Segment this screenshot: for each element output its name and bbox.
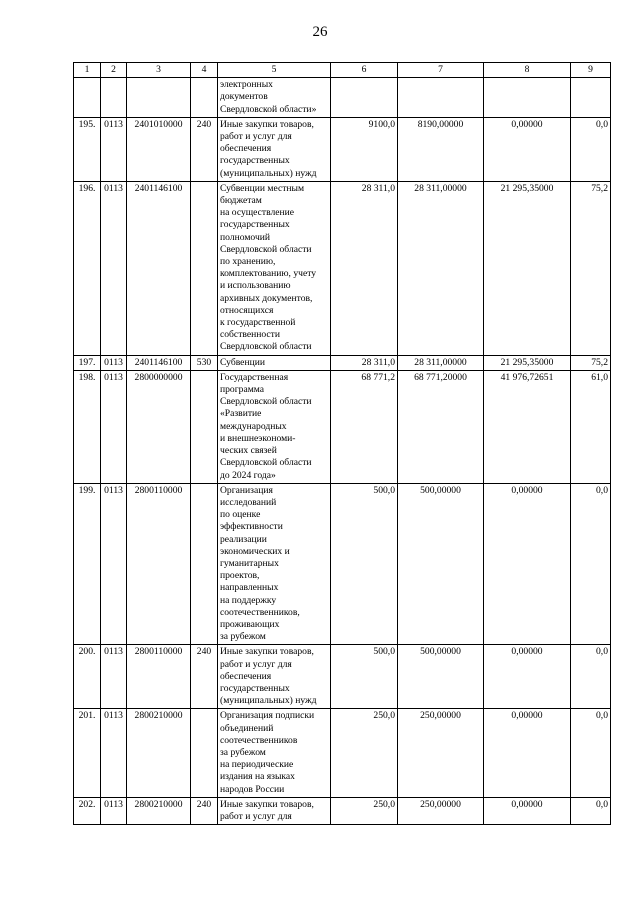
row-number: 195. (74, 117, 101, 181)
header-col-4: 4 (191, 63, 218, 78)
target-code (127, 78, 191, 118)
section-code: 0113 (101, 645, 127, 709)
row-number: 202. (74, 797, 101, 824)
expense-kind (191, 370, 218, 483)
expense-kind: 240 (191, 645, 218, 709)
plan-amount (331, 78, 398, 118)
plan-amount: 250,0 (331, 797, 398, 824)
expense-kind: 240 (191, 797, 218, 824)
execution-percent: 75,2 (571, 355, 611, 370)
item-name: Организация исследований по оценке эффективности реализации экономических и гуманитарных проектов, направленных на поддержку соотечественников, проживающих за рубежом (218, 483, 331, 645)
expense-kind (191, 709, 218, 797)
target-code: 2800110000 (127, 645, 191, 709)
item-name: Иные закупки товаров, работ и услуг для обеспечения государственных (муниципальных) нужд (218, 117, 331, 181)
table-row (74, 355, 611, 370)
execution-percent: 0,0 (571, 117, 611, 181)
target-code: 2401146100 (127, 181, 191, 355)
approved-amount: 250,00000 (398, 709, 484, 797)
budget-table (73, 62, 611, 825)
plan-amount: 28 311,0 (331, 355, 398, 370)
header-col-8: 8 (484, 63, 571, 78)
approved-amount: 28 311,00000 (398, 355, 484, 370)
header-col-1: 1 (74, 63, 101, 78)
header-col-6: 6 (331, 63, 398, 78)
approved-amount (398, 78, 484, 118)
execution-percent: 0,0 (571, 483, 611, 645)
plan-amount: 9100,0 (331, 117, 398, 181)
table-header (74, 63, 611, 78)
executed-amount: 0,00000 (484, 645, 571, 709)
item-name: Иные закупки товаров, работ и услуг для (218, 797, 331, 824)
row-number (74, 78, 101, 118)
table-row (74, 709, 611, 797)
execution-percent: 0,0 (571, 797, 611, 824)
item-name: Субвенции местным бюджетам на осуществление государственных полномочий Свердловской области по хранению, комплектованию, учету и использованию архивных документов, относящихся к государственной собственности Свердловской области (218, 181, 331, 355)
executed-amount: 0,00000 (484, 483, 571, 645)
page-number: 26 (312, 24, 328, 40)
header-col-2: 2 (101, 63, 127, 78)
section-code: 0113 (101, 797, 127, 824)
executed-amount: 21 295,35000 (484, 355, 571, 370)
section-code: 0113 (101, 483, 127, 645)
target-code: 2401010000 (127, 117, 191, 181)
table-row (74, 181, 611, 355)
expense-kind (191, 483, 218, 645)
expense-kind (191, 181, 218, 355)
executed-amount: 21 295,35000 (484, 181, 571, 355)
expense-kind (191, 78, 218, 118)
target-code: 2401146100 (127, 355, 191, 370)
target-code: 2800110000 (127, 483, 191, 645)
approved-amount: 8190,00000 (398, 117, 484, 181)
section-code: 0113 (101, 117, 127, 181)
approved-amount: 68 771,20000 (398, 370, 484, 483)
approved-amount: 28 311,00000 (398, 181, 484, 355)
approved-amount: 500,00000 (398, 483, 484, 645)
plan-amount: 28 311,0 (331, 181, 398, 355)
row-number: 201. (74, 709, 101, 797)
table-row (74, 645, 611, 709)
row-number: 198. (74, 370, 101, 483)
header-row (74, 63, 611, 78)
execution-percent (571, 78, 611, 118)
item-name: Организация подписки объединений соотечественников за рубежом на периодические издания на языках народов России (218, 709, 331, 797)
section-code (101, 78, 127, 118)
row-number: 199. (74, 483, 101, 645)
table-row (74, 117, 611, 181)
approved-amount: 500,00000 (398, 645, 484, 709)
execution-percent: 61,0 (571, 370, 611, 483)
header-col-3: 3 (127, 63, 191, 78)
plan-amount: 500,0 (331, 483, 398, 645)
executed-amount (484, 78, 571, 118)
target-code: 2800210000 (127, 709, 191, 797)
section-code: 0113 (101, 355, 127, 370)
executed-amount: 41 976,72651 (484, 370, 571, 483)
section-code: 0113 (101, 709, 127, 797)
row-number: 197. (74, 355, 101, 370)
target-code: 2800210000 (127, 797, 191, 824)
execution-percent: 0,0 (571, 645, 611, 709)
target-code: 2800000000 (127, 370, 191, 483)
plan-amount: 68 771,2 (331, 370, 398, 483)
plan-amount: 250,0 (331, 709, 398, 797)
plan-amount: 500,0 (331, 645, 398, 709)
table-row (74, 78, 611, 118)
header-col-7: 7 (398, 63, 484, 78)
table-row (74, 370, 611, 483)
table-row (74, 797, 611, 824)
approved-amount: 250,00000 (398, 797, 484, 824)
row-number: 196. (74, 181, 101, 355)
expense-kind: 240 (191, 117, 218, 181)
table-row (74, 483, 611, 645)
executed-amount: 0,00000 (484, 709, 571, 797)
execution-percent: 0,0 (571, 709, 611, 797)
header-col-9: 9 (571, 63, 611, 78)
row-number: 200. (74, 645, 101, 709)
item-name: электронных документов Свердловской области» (218, 78, 331, 118)
item-name: Государственная программа Свердловской области «Развитие международных и внешнеэкономи- ческих связей Свердловской области до 2024 года» (218, 370, 331, 483)
section-code: 0113 (101, 370, 127, 483)
header-col-5: 5 (218, 63, 331, 78)
expense-kind: 530 (191, 355, 218, 370)
executed-amount: 0,00000 (484, 797, 571, 824)
section-code: 0113 (101, 181, 127, 355)
item-name: Субвенции (218, 355, 331, 370)
executed-amount: 0,00000 (484, 117, 571, 181)
item-name: Иные закупки товаров, работ и услуг для обеспечения государственных (муниципальных) нужд (218, 645, 331, 709)
execution-percent: 75,2 (571, 181, 611, 355)
